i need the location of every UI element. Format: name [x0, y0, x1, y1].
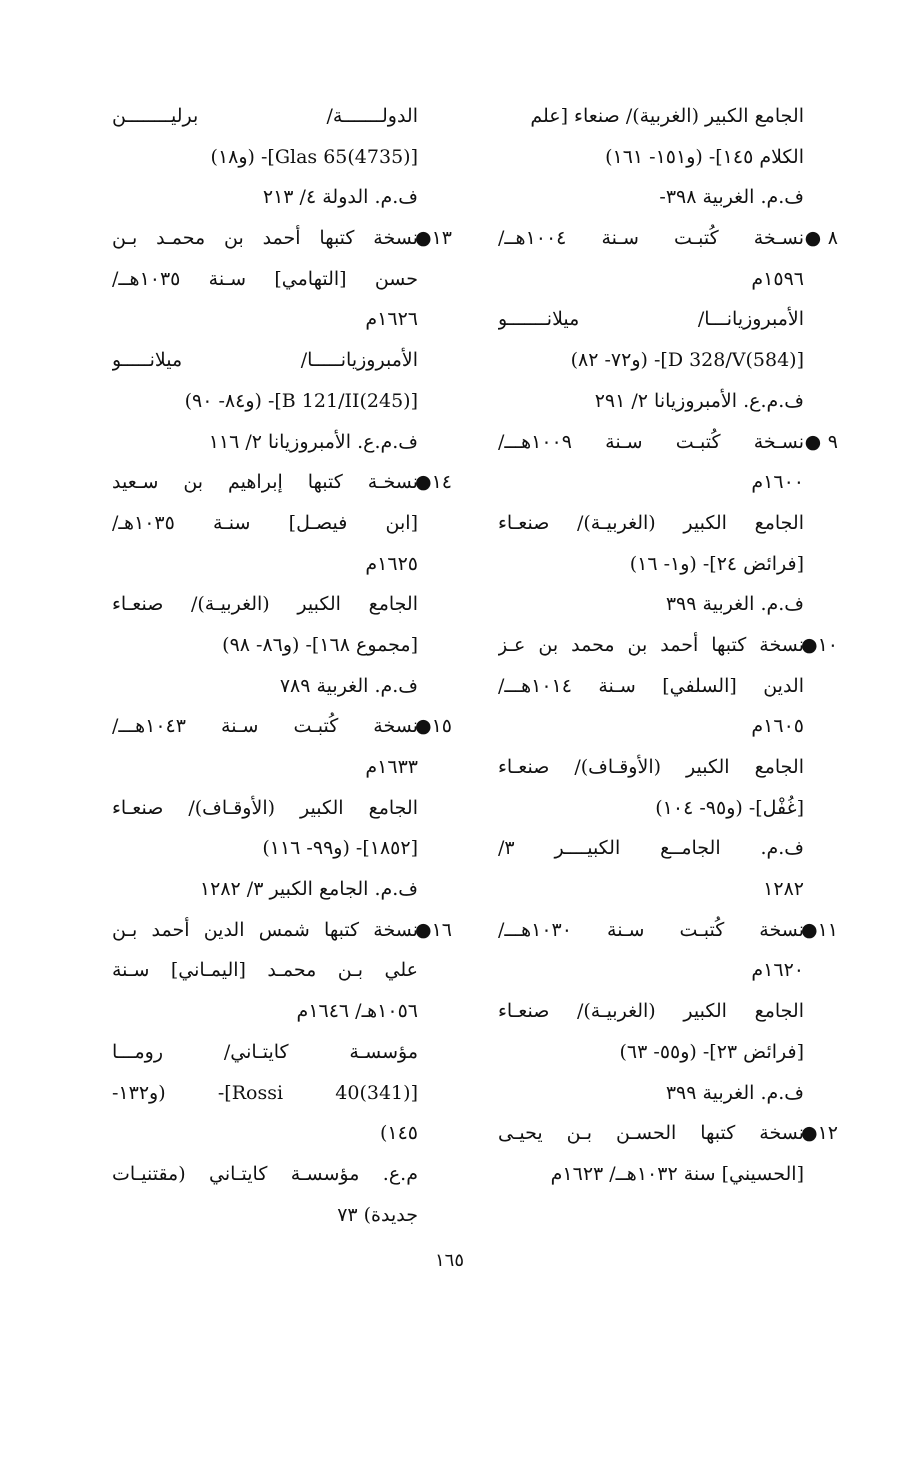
line-text: [Glas 65(4735)]- (و١٨)	[210, 145, 418, 168]
text-line	[112, 1154, 452, 1195]
line-text: ف.م. الغربية ٣٩٩	[665, 593, 804, 616]
text-line	[112, 544, 452, 585]
line-text: ف.م. الغربية ٣٩٩	[665, 1081, 804, 1104]
line-text: الجامع الكبير (الغربيـة)/ صنعـاء	[498, 1000, 804, 1023]
line-text: ف.م.ع. الأمبروزيانا ٢/ ١١٦	[208, 430, 418, 453]
line-text: الأمبروزيانـــــا/ ميلانـــــو	[112, 349, 418, 372]
line-text: [فرائض ٢٣]- (و٥٥- ٦٣)	[619, 1040, 804, 1063]
text-line	[112, 1032, 452, 1073]
line-text: الجامع الكبير (الغربيـة)/ صنعـاء	[498, 511, 804, 534]
line-text: ١٦٢٥م	[365, 552, 418, 575]
entry-number-bullet: ٨ ●	[804, 227, 838, 250]
line-text: نسخة كتبها شمس الدين أحمد بـن	[112, 918, 418, 941]
text-line	[498, 96, 838, 137]
text-line	[498, 218, 838, 259]
entry-number-bullet: ١٤●	[414, 471, 452, 494]
text-line	[112, 299, 452, 340]
text-line	[112, 747, 452, 788]
line-text: ١٢٨٢	[763, 878, 804, 901]
text-line	[498, 910, 838, 951]
line-text: ف.م.ع. الأمبروزيانا ٢/ ٢٩١	[594, 389, 804, 412]
line-text: علي بـن محمـد [اليمـاني] سـنة	[112, 959, 418, 982]
line-text: نسخة كُتبـت سـنة ١٠٣٠هـــ/	[498, 918, 804, 941]
entry-number-bullet: ١٥●	[414, 715, 452, 738]
line-text: ١٦٠٠م	[751, 471, 804, 494]
entry-number-bullet: ١١●	[800, 918, 838, 941]
text-line	[112, 828, 452, 869]
line-text: نسـخة كُتبـت سـنة ١٠٠٩هـــ/	[498, 430, 804, 453]
line-text: [D 328/V(584)]- (و٧٢- ٨٢)	[570, 349, 804, 372]
text-line	[112, 340, 452, 381]
text-line	[498, 340, 838, 381]
line-text: [غُفْل]- (و٩٥- ١٠٤)	[655, 796, 804, 819]
line-text: نسخـة كتبها إبراهيم بن سـعيد	[112, 471, 418, 494]
text-line	[498, 706, 838, 747]
text-line	[498, 259, 838, 300]
text-line	[112, 381, 452, 422]
line-text: حسن [التهامي] سـنة ١٠٣٥هــ/	[112, 267, 418, 290]
text-line	[112, 910, 452, 951]
text-line	[112, 706, 452, 747]
text-line	[112, 218, 452, 259]
entry-number-bullet: ١٣●	[414, 227, 452, 250]
line-text: نسـخة كُتبـت سـنة ١٠٠٤هــ/	[498, 227, 804, 250]
text-line	[112, 422, 452, 463]
text-line	[498, 788, 838, 829]
text-line	[498, 584, 838, 625]
text-line	[498, 422, 838, 463]
text-line	[498, 869, 838, 910]
line-text: ١٠٥٦هـ/ ١٦٤٦م	[296, 1000, 418, 1023]
line-text: [مجموع ١٦٨]- (و٨٦- ٩٨)	[222, 633, 418, 656]
line-text: [الحسيني] سنة ١٠٣٢هــ/ ١٦٢٣م	[550, 1162, 804, 1185]
text-line	[498, 462, 838, 503]
text-line	[498, 625, 838, 666]
text-line	[112, 96, 452, 137]
line-text: الأمبروزيانـــا/ ميلانـــــــو	[498, 308, 804, 331]
line-text: الجامع الكبير (الأوقـاف)/ صنعـاء	[498, 756, 804, 778]
text-line	[112, 788, 452, 829]
line-text: ١٦٢٦م	[365, 308, 418, 331]
line-text: ف.م. الغربية ٧٨٩	[279, 674, 418, 697]
text-line	[498, 1154, 838, 1195]
text-line	[498, 544, 838, 585]
line-text: [Rossi 40(341)]- (و١٣٢-	[112, 1081, 418, 1104]
line-text: جديدة) ٧٣	[337, 1203, 418, 1226]
line-text: ١٦٢٠م	[751, 959, 804, 982]
text-line	[498, 1073, 838, 1114]
text-line	[112, 259, 452, 300]
text-line	[498, 299, 838, 340]
line-text: الجامع الكبير (الأوقـاف)/ صنعـاء	[112, 796, 418, 819]
text-line	[498, 828, 838, 869]
line-text: ١٦٣٣م	[365, 756, 418, 778]
text-line	[112, 503, 452, 544]
text-line	[112, 1195, 452, 1236]
text-line	[498, 747, 838, 788]
text-line	[498, 137, 838, 178]
text-line	[498, 1032, 838, 1073]
line-text: نسخة كُتبـت سـنة ١٠٤٣هـــ/	[112, 715, 418, 738]
line-text: الجامع الكبير (الغربية)/ صنعاء [علم	[530, 105, 804, 127]
left-column	[112, 96, 452, 1235]
line-text: ١٤٥)	[379, 1122, 418, 1145]
line-text: الكلام ١٤٥]- (و١٥١- ١٦١)	[605, 145, 804, 168]
text-line	[498, 1113, 838, 1154]
text-line	[498, 991, 838, 1032]
text-line	[112, 584, 452, 625]
text-line	[112, 666, 452, 707]
line-text: الدولـــــــة/ برليــــــــن	[112, 105, 418, 127]
line-text: مؤسسـة كايتـاني/ رومـــا	[112, 1040, 418, 1063]
line-text: ١٥٩٦م	[751, 267, 804, 290]
line-text: نسخة كتبها أحمد بن محمد بن عـز	[498, 633, 804, 656]
text-line	[498, 503, 838, 544]
line-text: [ابن فيصـل] سنـة ١٠٣٥هـ/	[112, 511, 418, 534]
page-number: ١٦٥	[434, 1250, 464, 1271]
line-text: [فرائض ٢٤]- (و١- ١٦)	[629, 552, 804, 575]
entry-number-bullet: ١٢●	[800, 1122, 838, 1145]
line-text: [B 121/II(245)]- (و٨٤- ٩٠)	[184, 389, 418, 412]
text-line	[112, 625, 452, 666]
line-text: [١٨٥٢]- (و٩٩- ١١٦)	[262, 837, 418, 860]
line-text: ف.م. الجامــع الكبيــــر ٣/	[498, 837, 804, 860]
entry-number-bullet: ١٠●	[800, 633, 838, 656]
text-line	[112, 1073, 452, 1114]
line-text: نسخة كتبها الحسـن بـن يحيـى	[498, 1122, 804, 1145]
line-text: الجامع الكبير (الغربيـة)/ صنعـاء	[112, 593, 418, 616]
text-line	[498, 381, 838, 422]
text-line	[112, 462, 452, 503]
text-line	[112, 1113, 452, 1154]
line-text: ١٦٠٥م	[751, 715, 804, 738]
line-text: الدين [السلفي] سـنة ١٠١٤هـــ/	[498, 674, 804, 697]
entry-number-bullet: ٩ ●	[804, 430, 838, 453]
right-column	[498, 96, 838, 1195]
text-line	[498, 666, 838, 707]
line-text: نسخة كتبها أحمد بن محمـد بـن	[112, 227, 418, 250]
text-line	[498, 950, 838, 991]
entry-number-bullet: ١٦●	[414, 918, 452, 941]
text-line	[112, 177, 452, 218]
line-text: ف.م. الغربية ٣٩٨-	[659, 186, 804, 209]
line-text: ف.م. الدولة ٤/ ٢١٣	[262, 186, 418, 209]
text-line	[112, 950, 452, 991]
text-line	[112, 991, 452, 1032]
text-line	[112, 137, 452, 178]
line-text: م.ع. مؤسسـة كايتـاني (مقتنيـات	[112, 1162, 418, 1185]
line-text: ف.م. الجامع الكبير ٣/ ١٢٨٢	[199, 878, 418, 901]
text-line	[498, 177, 838, 218]
text-line	[112, 869, 452, 910]
